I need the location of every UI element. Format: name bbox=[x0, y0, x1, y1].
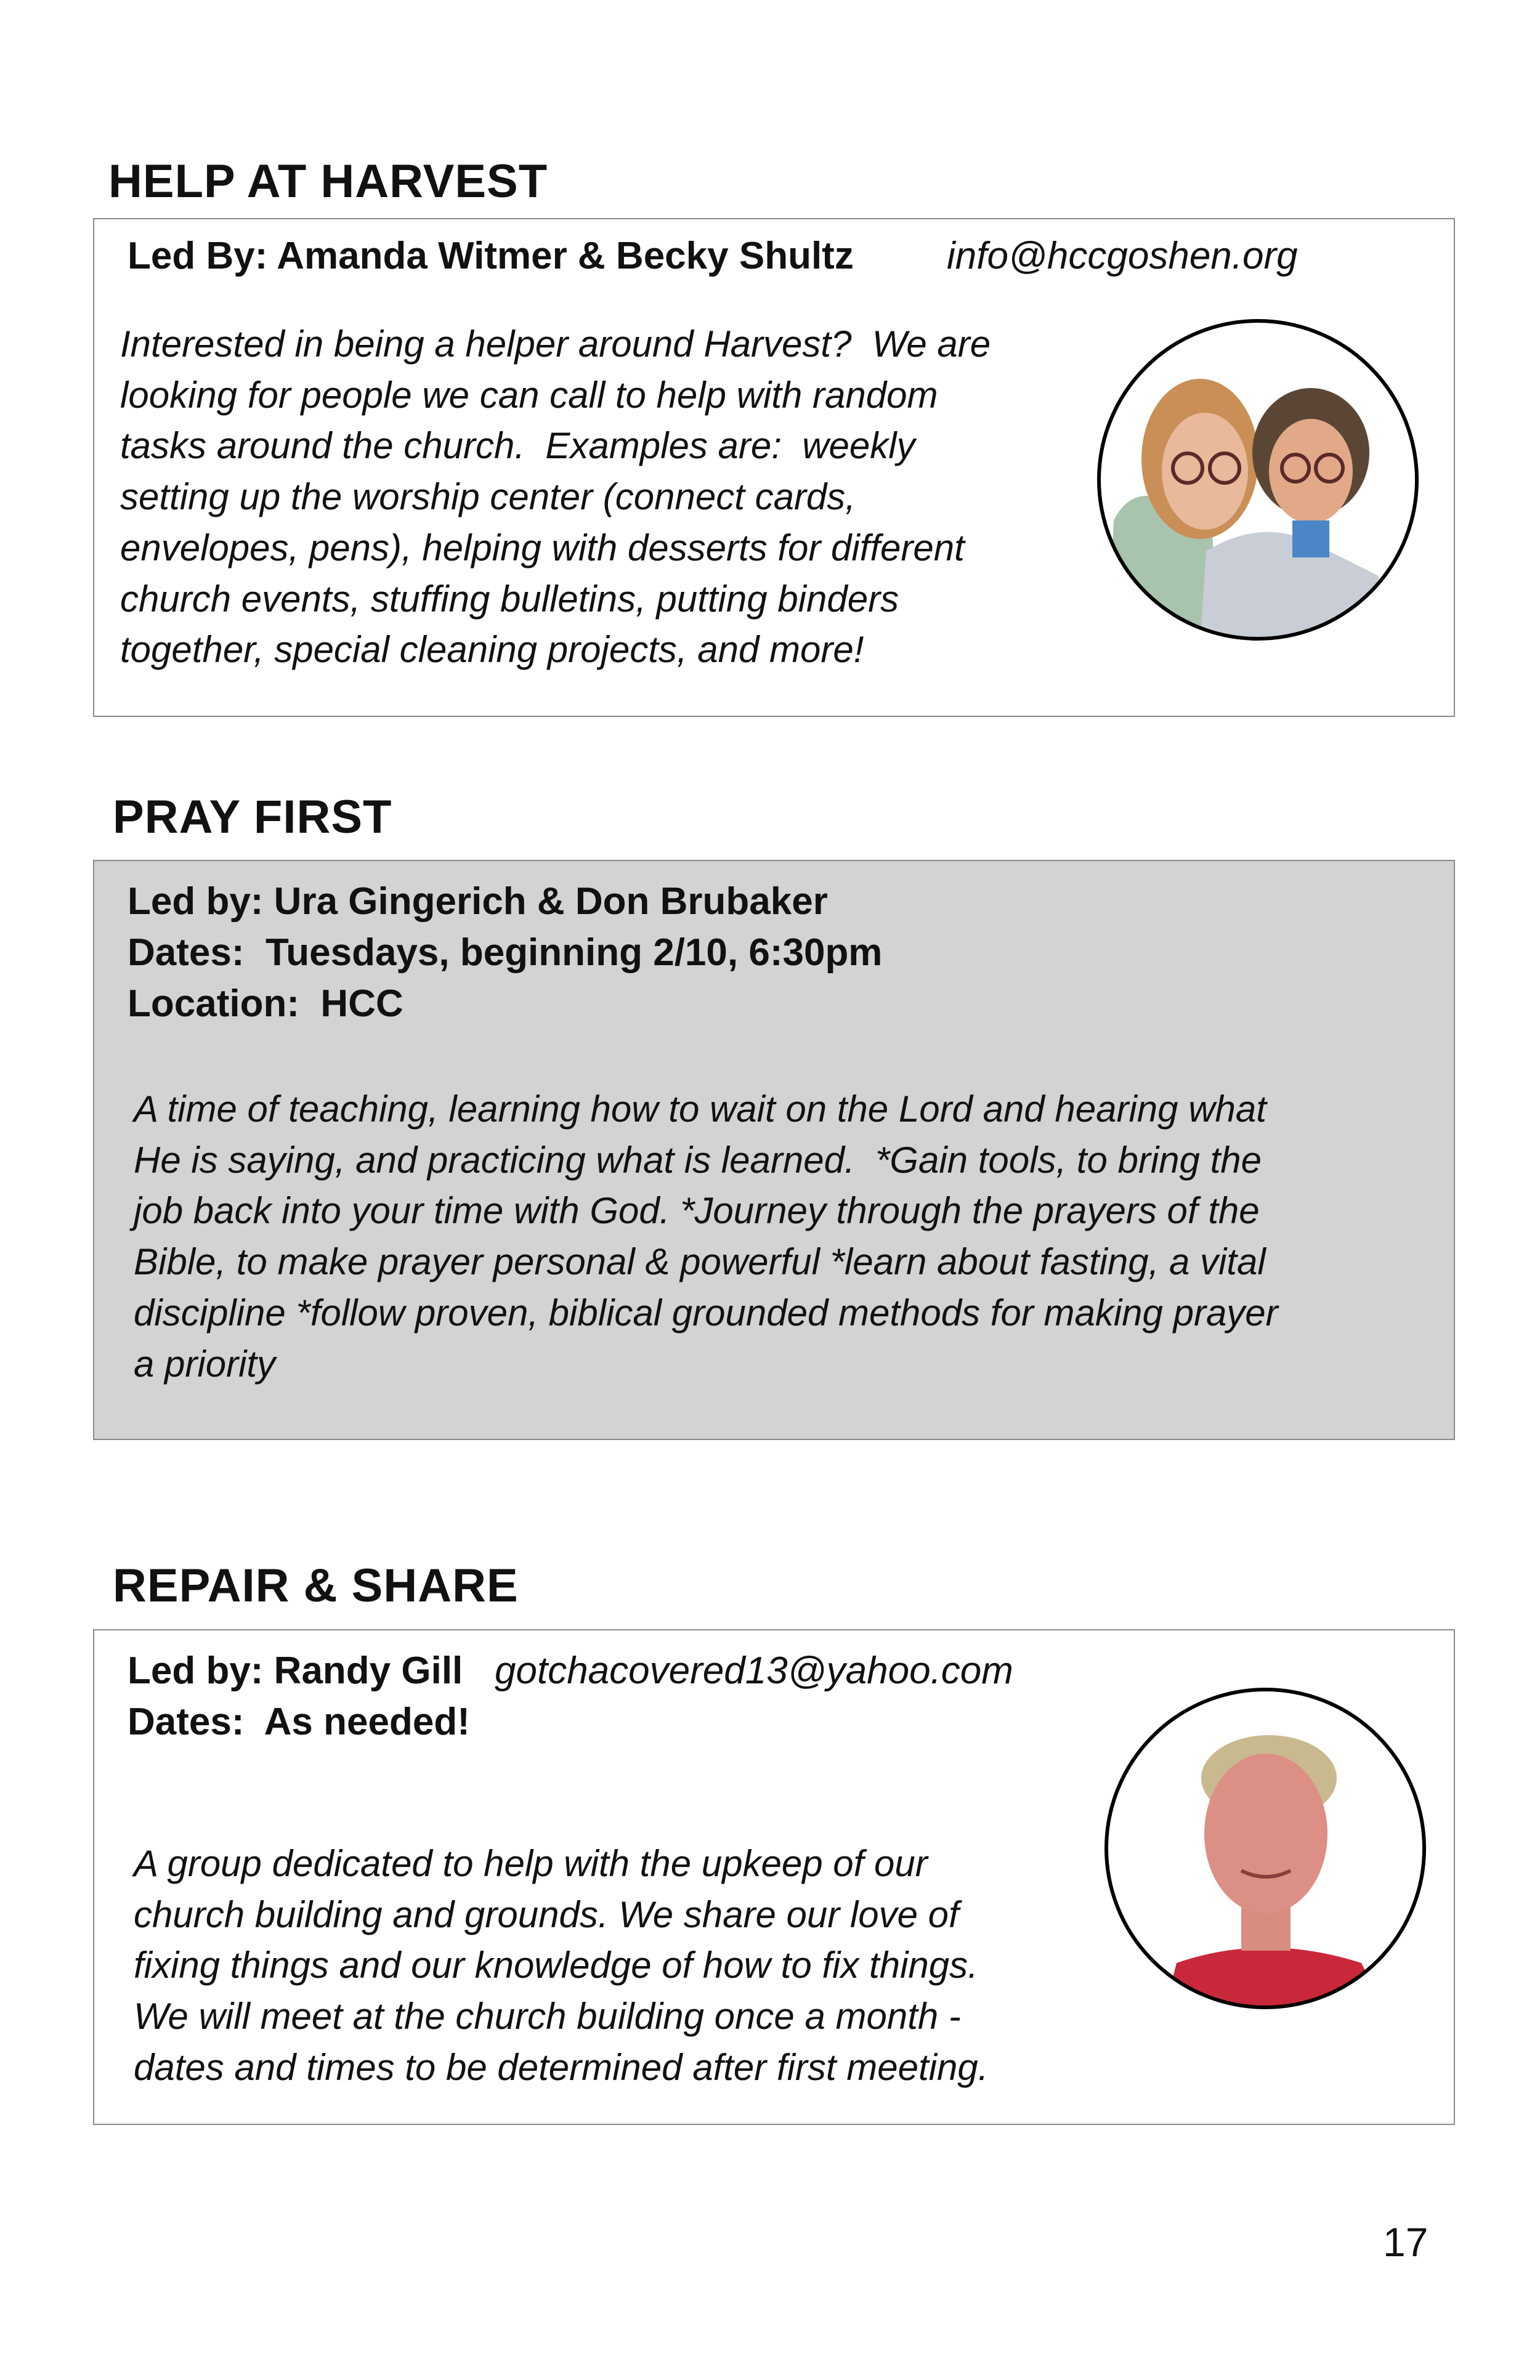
text-line: looking for people we can call to help with random bbox=[120, 374, 938, 416]
text-line: church events, stuffing bulletins, putting binders bbox=[120, 578, 899, 620]
section-title-pray-first: PRAY FIRST bbox=[113, 791, 392, 843]
text-line: dates and times to be determined after first meeting. bbox=[134, 2046, 989, 2088]
text-line: A time of teaching, learning how to wait on the Lord and hearing what bbox=[134, 1088, 1266, 1130]
led-by: Led by: Ura Gingerich & Don Brubaker bbox=[128, 880, 828, 923]
dates: Dates: As needed! bbox=[128, 1701, 470, 1743]
contact-email[interactable]: info@hccgoshen.org bbox=[947, 235, 1298, 277]
text-line: Bible, to make prayer personal & powerful *learn about fasting, a vital bbox=[134, 1241, 1266, 1283]
text-line: discipline *follow proven, biblical grounded methods for making prayer bbox=[134, 1292, 1278, 1334]
text-line: tasks around the church. Examples are: weekly bbox=[120, 425, 915, 467]
led-by: Led By: Amanda Witmer & Becky Shultz bbox=[128, 235, 854, 277]
section-title-help-at-harvest: HELP AT HARVEST bbox=[108, 155, 548, 208]
led-by: Led by: Randy Gill bbox=[128, 1649, 463, 1692]
text-line: job back into your time with God. *Journey through the prayers of the bbox=[134, 1190, 1260, 1232]
dates: Dates: Tuesdays, beginning 2/10, 6:30pm bbox=[128, 931, 883, 974]
leader-photo bbox=[1103, 1686, 1428, 2011]
section-description bbox=[134, 1839, 988, 2094]
leaders-photo bbox=[1095, 317, 1420, 642]
section-title-repair-and-share: REPAIR & SHARE bbox=[113, 1560, 519, 1612]
contact-email[interactable]: gotchacovered13@yahoo.com bbox=[495, 1649, 1013, 1692]
text-line: setting up the worship center (connect cards, bbox=[120, 476, 856, 518]
text-line: He is saying, and practicing what is learned. *Gain tools, to bring the bbox=[134, 1139, 1262, 1181]
location: Location: HCC bbox=[128, 982, 403, 1025]
text-line: envelopes, pens), helping with desserts for different bbox=[120, 527, 965, 569]
text-line: a priority bbox=[134, 1343, 276, 1385]
text-line: church building and grounds. We share our love of bbox=[134, 1893, 959, 1935]
section-description bbox=[134, 1084, 1278, 1390]
text-line: together, special cleaning projects, and more! bbox=[120, 629, 864, 671]
page-number: 17 bbox=[1383, 2219, 1429, 2265]
section-description bbox=[120, 319, 991, 676]
text-line: A group dedicated to help with the upkeep of our bbox=[134, 1843, 928, 1884]
text-line: Interested in being a helper around Harvest? We are bbox=[120, 323, 991, 365]
text-line: fixing things and our knowledge of how to fix things. bbox=[134, 1945, 978, 1986]
text-line: We will meet at the church building once a month - bbox=[134, 1996, 961, 2038]
